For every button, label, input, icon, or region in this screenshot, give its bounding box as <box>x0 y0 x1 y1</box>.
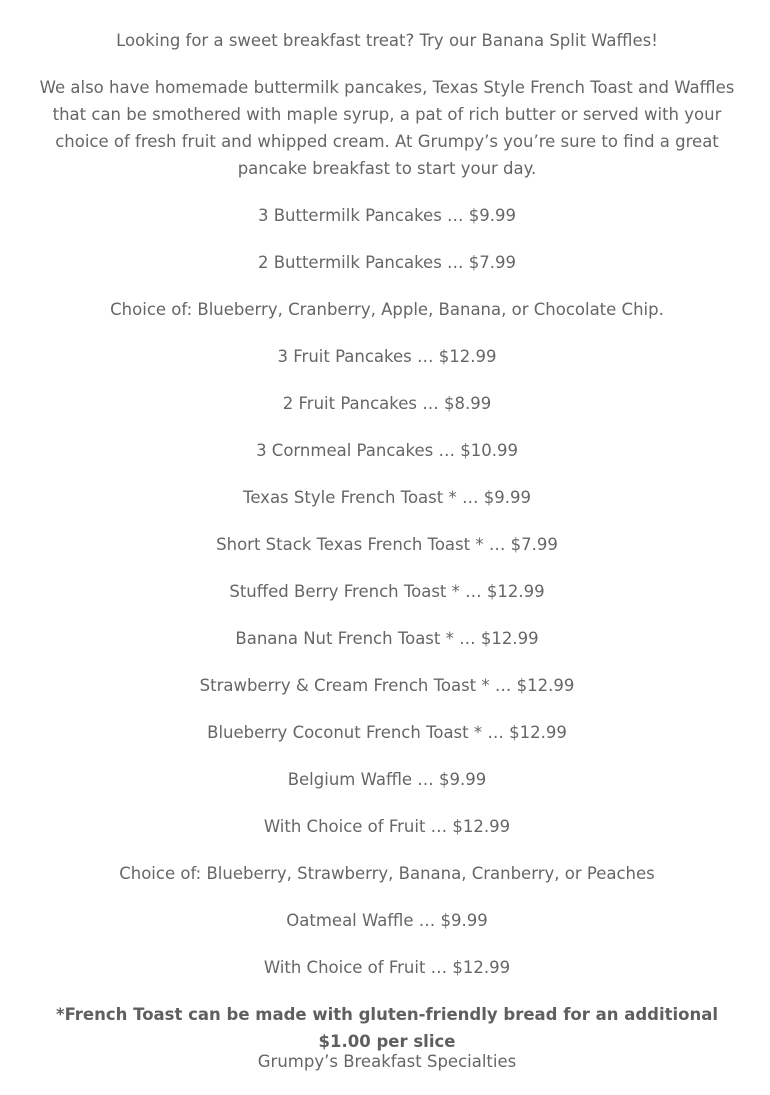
gluten-friendly-note: *French Toast can be made with gluten-friendly bread for an additional $1.00 per slice <box>55 1005 719 1051</box>
menu-line: Stuffed Berry French Toast * … $12.99 <box>229 582 545 601</box>
menu-choice-line: Choice of: Blueberry, Strawberry, Banana, Cranberry, or Peaches <box>119 864 655 883</box>
menu-line: With Choice of Fruit … $12.99 <box>263 817 511 836</box>
menu-list <box>34 202 740 1095</box>
description-text: We also have homemade buttermilk pancakes, Texas Style French Toast and Waffles that can be smothered with maple syrup, a pat of rich butter or served with your choice of fresh fruit and whipped cream. At Grumpy’s you’re sure to find a great pancake breakfast to start your day. <box>39 78 735 178</box>
menu-line: Belgium Waffle … $9.99 <box>287 770 487 789</box>
next-section-heading: Grumpy’s Breakfast Specialties <box>257 1052 517 1071</box>
menu-line: Oatmeal Waffle … $9.99 <box>286 911 488 930</box>
menu-line: 2 Buttermilk Pancakes … $7.99 <box>257 253 517 272</box>
intro-text: Looking for a sweet breakfast treat? Try our Banana Split Waffles! <box>116 31 658 50</box>
menu-line: 3 Cornmeal Pancakes … $10.99 <box>256 441 518 460</box>
menu-choice-line: Choice of: Blueberry, Cranberry, Apple, Banana, or Chocolate Chip. <box>110 300 664 319</box>
menu-line: 3 Buttermilk Pancakes … $9.99 <box>257 206 517 225</box>
menu-line: 3 Fruit Pancakes … $12.99 <box>277 347 497 366</box>
menu-line: Blueberry Coconut French Toast * … $12.99 <box>207 723 567 742</box>
menu-line: Short Stack Texas French Toast * … $7.99 <box>216 535 558 554</box>
menu-line: With Choice of Fruit … $12.99 <box>263 958 511 977</box>
menu-line: 2 Fruit Pancakes … $8.99 <box>282 394 492 413</box>
menu-line: Banana Nut French Toast * … $12.99 <box>235 629 539 648</box>
menu-line: Texas Style French Toast * … $9.99 <box>243 488 531 507</box>
menu-line: Strawberry & Cream French Toast * … $12.99 <box>199 676 575 695</box>
